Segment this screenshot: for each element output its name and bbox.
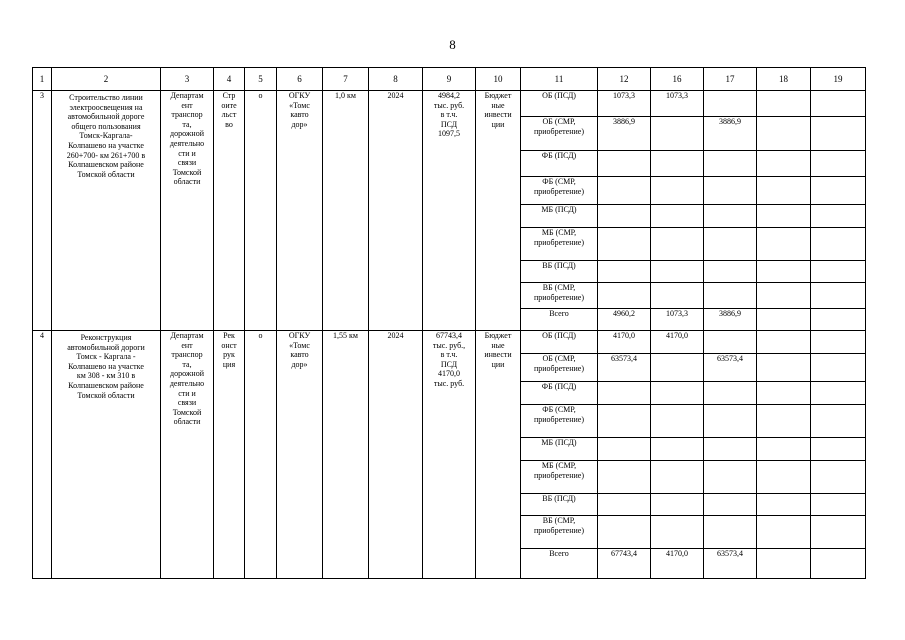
- department-text: Департам ент транспор та, дорожной деятельно сти и связи Томской области: [169, 91, 205, 187]
- project-cost-text: 4984,2 тыс. руб. в т.ч. ПСД 1097,5: [433, 91, 465, 139]
- amount-cell: [598, 117, 651, 151]
- amount-cell-text: 3886,9: [719, 117, 741, 126]
- header-cell: 10: [476, 68, 521, 91]
- amount-cell: [811, 461, 866, 494]
- amount-cell: [704, 151, 757, 177]
- amount-cell: [704, 331, 757, 354]
- funding-source-text: ФБ (ПСД): [541, 382, 577, 391]
- investment-type: [476, 331, 521, 579]
- amount-cell: [651, 205, 704, 228]
- customer: [277, 91, 323, 331]
- funding-source: [521, 117, 598, 151]
- investment-type-text: Бюджет ные инвести ции: [484, 331, 512, 369]
- work-type: [214, 331, 245, 579]
- funding-source: [521, 91, 598, 117]
- amount-cell: [704, 494, 757, 516]
- amount-cell: [598, 516, 651, 549]
- amount-cell: [811, 354, 866, 382]
- work-type-text: Рек онст рук ция: [221, 331, 237, 369]
- header-cell: 6: [277, 68, 323, 91]
- amount-cell: [704, 461, 757, 494]
- funding-source-text: МБ (ПСД): [541, 205, 577, 214]
- funding-source-text: ФБ (СМР, приобретение): [533, 405, 584, 424]
- amount-cell-text: 3886,9: [613, 117, 635, 126]
- funding-source-text: МБ (ПСД): [541, 438, 577, 447]
- amount-cell: [757, 91, 811, 117]
- amount-cell: [757, 549, 811, 579]
- funding-source-text: МБ (СМР, приобретение): [533, 228, 584, 247]
- funding-source: [521, 205, 598, 228]
- project-name-text: Строительство линии электроосвещения на автомобильной дороге общего пользования Томск-Каргала- Колпашево на участке 260+700- км 261+700 в Колпашевском районе Томской области: [66, 93, 146, 179]
- amount-cell: [598, 228, 651, 261]
- amount-cell: [598, 177, 651, 205]
- header-row: [33, 68, 866, 91]
- year-text: 2024: [387, 91, 404, 100]
- amount-cell: [651, 91, 704, 117]
- amount-cell: [811, 382, 866, 405]
- amount-cell: [598, 151, 651, 177]
- amount-cell: [598, 261, 651, 283]
- amount-cell: [598, 283, 651, 309]
- project-number: [33, 91, 52, 331]
- funding-source: [521, 261, 598, 283]
- amount-cell: [704, 405, 757, 438]
- length: [323, 91, 369, 331]
- header-cell: 12: [598, 68, 651, 91]
- amount-cell: [811, 151, 866, 177]
- amount-cell: [704, 309, 757, 331]
- amount-cell-text: 67743,4: [611, 549, 637, 558]
- funding-source-text: ВБ (СМР, приобретение): [533, 283, 584, 302]
- funding-source: [521, 177, 598, 205]
- amount-cell: [651, 261, 704, 283]
- amount-cell: [757, 177, 811, 205]
- amount-cell-text: 4170,0: [666, 549, 688, 558]
- header-cell: 18: [757, 68, 811, 91]
- amount-cell: [704, 228, 757, 261]
- amount-cell: [757, 405, 811, 438]
- table-row: [33, 91, 866, 117]
- category-mark-text: о: [258, 331, 263, 340]
- funding-source: [521, 382, 598, 405]
- investment-type-text: Бюджет ные инвести ции: [484, 91, 512, 129]
- work-type: [214, 91, 245, 331]
- amount-cell: [598, 382, 651, 405]
- amount-cell: [704, 382, 757, 405]
- funding-source-text: ОБ (ПСД): [542, 91, 576, 100]
- year: [369, 331, 423, 579]
- funding-source: [521, 549, 598, 579]
- amount-cell: [757, 331, 811, 354]
- funding-source: [521, 309, 598, 331]
- page-number: 8: [449, 37, 456, 52]
- header-cell: 9: [423, 68, 476, 91]
- header-cell: 5: [245, 68, 277, 91]
- amount-cell: [811, 91, 866, 117]
- project-number: [33, 331, 52, 579]
- header-cell: 16: [651, 68, 704, 91]
- amount-cell: [811, 309, 866, 331]
- amount-cell: [704, 177, 757, 205]
- funding-source: [521, 331, 598, 354]
- funding-source: [521, 438, 598, 461]
- funding-source-text: Всего: [549, 309, 569, 318]
- funding-source: [521, 516, 598, 549]
- amount-cell: [811, 177, 866, 205]
- amount-cell: [598, 438, 651, 461]
- amount-cell: [704, 117, 757, 151]
- amount-cell: [704, 354, 757, 382]
- header-cell: 4: [214, 68, 245, 91]
- amount-cell: [757, 309, 811, 331]
- amount-cell: [704, 283, 757, 309]
- customer-text: ОГКУ «Томс кавто дор»: [288, 331, 311, 369]
- amount-cell: [811, 261, 866, 283]
- length-text: 1,55 км: [333, 331, 358, 340]
- amount-cell: [811, 405, 866, 438]
- amount-cell-text: 4170,0: [666, 331, 688, 340]
- amount-cell: [757, 438, 811, 461]
- year-text: 2024: [387, 331, 404, 340]
- investment-type: [476, 91, 521, 331]
- funding-source-text: ОБ (СМР, приобретение): [533, 354, 584, 373]
- amount-cell-text: 1073,3: [666, 91, 688, 100]
- amount-cell-text: 1073,3: [613, 91, 635, 100]
- category-mark: [245, 331, 277, 579]
- amount-cell: [757, 494, 811, 516]
- project-name: [52, 331, 161, 579]
- header-cell: 1: [33, 68, 52, 91]
- amount-cell: [704, 549, 757, 579]
- funding-source: [521, 151, 598, 177]
- funding-source: [521, 283, 598, 309]
- project-cost: [423, 91, 476, 331]
- amount-cell: [651, 494, 704, 516]
- funding-source-text: ОБ (ПСД): [542, 331, 576, 340]
- amount-cell-text: 4960,2: [613, 309, 635, 318]
- amount-cell: [598, 461, 651, 494]
- amount-cell: [651, 151, 704, 177]
- amount-cell: [598, 354, 651, 382]
- amount-cell: [704, 91, 757, 117]
- amount-cell: [757, 461, 811, 494]
- amount-cell: [651, 309, 704, 331]
- funding-source-text: ФБ (ПСД): [541, 151, 577, 160]
- funding-source-text: ВБ (ПСД): [542, 494, 576, 503]
- amount-cell: [757, 283, 811, 309]
- project-number-text: 4: [40, 331, 44, 340]
- amount-cell: [757, 354, 811, 382]
- funding-source: [521, 354, 598, 382]
- amount-cell: [757, 151, 811, 177]
- amount-cell-text: 3886,9: [719, 309, 741, 318]
- length-text: 1,0 км: [335, 91, 356, 100]
- category-mark: [245, 91, 277, 331]
- funding-source: [521, 494, 598, 516]
- funding-source: [521, 461, 598, 494]
- funding-source-text: ВБ (СМР, приобретение): [533, 516, 584, 535]
- amount-cell-text: 63573,4: [717, 354, 743, 363]
- amount-cell: [598, 494, 651, 516]
- amount-cell: [811, 117, 866, 151]
- work-type-text: Стр оите льст во: [221, 91, 237, 129]
- funding-source: [521, 405, 598, 438]
- amount-cell: [651, 516, 704, 549]
- amount-cell: [811, 228, 866, 261]
- category-mark-text: о: [258, 91, 263, 100]
- amount-cell: [811, 438, 866, 461]
- amount-cell: [651, 405, 704, 438]
- project-name: [52, 91, 161, 331]
- project-cost-text: 67743,4 тыс. руб., в т.ч. ПСД 4170,0 тыс. руб.: [432, 331, 466, 388]
- funding-source-text: ОБ (СМР, приобретение): [533, 117, 584, 136]
- table-row: [33, 331, 866, 354]
- amount-cell: [757, 261, 811, 283]
- amount-cell-text: 4170,0: [613, 331, 635, 340]
- department: [161, 91, 214, 331]
- amount-cell: [598, 309, 651, 331]
- funding-source: [521, 228, 598, 261]
- amount-cell: [704, 516, 757, 549]
- amount-cell: [651, 438, 704, 461]
- header-cell: 2: [52, 68, 161, 91]
- amount-cell: [598, 205, 651, 228]
- funding-source-text: ВБ (ПСД): [542, 261, 576, 270]
- amount-cell: [651, 461, 704, 494]
- amount-cell: [598, 405, 651, 438]
- amount-cell: [651, 354, 704, 382]
- amount-cell: [651, 283, 704, 309]
- project-cost: [423, 331, 476, 579]
- amount-cell-text: 1073,3: [666, 309, 688, 318]
- amount-cell: [811, 549, 866, 579]
- amount-cell: [651, 549, 704, 579]
- amount-cell: [704, 261, 757, 283]
- customer: [277, 331, 323, 579]
- amount-cell-text: 63573,4: [717, 549, 743, 558]
- header-cell: 11: [521, 68, 598, 91]
- amount-cell: [757, 117, 811, 151]
- amount-cell: [651, 382, 704, 405]
- funding-source-text: ФБ (СМР, приобретение): [533, 177, 584, 196]
- amount-cell: [811, 331, 866, 354]
- amount-cell: [811, 205, 866, 228]
- department: [161, 331, 214, 579]
- amount-cell: [651, 228, 704, 261]
- amount-cell: [757, 205, 811, 228]
- amount-cell: [651, 117, 704, 151]
- amount-cell: [811, 516, 866, 549]
- amount-cell: [651, 177, 704, 205]
- project-number-text: 3: [40, 91, 44, 100]
- funding-source-text: Всего: [549, 549, 569, 558]
- amount-cell: [598, 331, 651, 354]
- header-cell: 7: [323, 68, 369, 91]
- header-cell: 17: [704, 68, 757, 91]
- amount-cell: [757, 382, 811, 405]
- header-cell: 8: [369, 68, 423, 91]
- header-cell: 3: [161, 68, 214, 91]
- customer-text: ОГКУ «Томс кавто дор»: [288, 91, 311, 129]
- amount-cell: [811, 283, 866, 309]
- year: [369, 91, 423, 331]
- amount-cell: [757, 516, 811, 549]
- header-cell: 19: [811, 68, 866, 91]
- funding-source-text: МБ (СМР, приобретение): [533, 461, 584, 480]
- amount-cell: [651, 331, 704, 354]
- amount-cell: [757, 228, 811, 261]
- amount-cell: [811, 494, 866, 516]
- amount-cell: [704, 438, 757, 461]
- amount-cell: [598, 549, 651, 579]
- amount-cell: [598, 91, 651, 117]
- project-name-text: Реконструкция автомобильной дороги Томск - Каргала - Колпашево на участке км 308 - км 310 в Колпашевском районе Томской области: [67, 333, 145, 400]
- investment-table: [32, 67, 866, 579]
- department-text: Департам ент транспор та, дорожной деятельно сти и связи Томской области: [169, 331, 205, 427]
- length: [323, 331, 369, 579]
- amount-cell-text: 63573,4: [611, 354, 637, 363]
- amount-cell: [704, 205, 757, 228]
